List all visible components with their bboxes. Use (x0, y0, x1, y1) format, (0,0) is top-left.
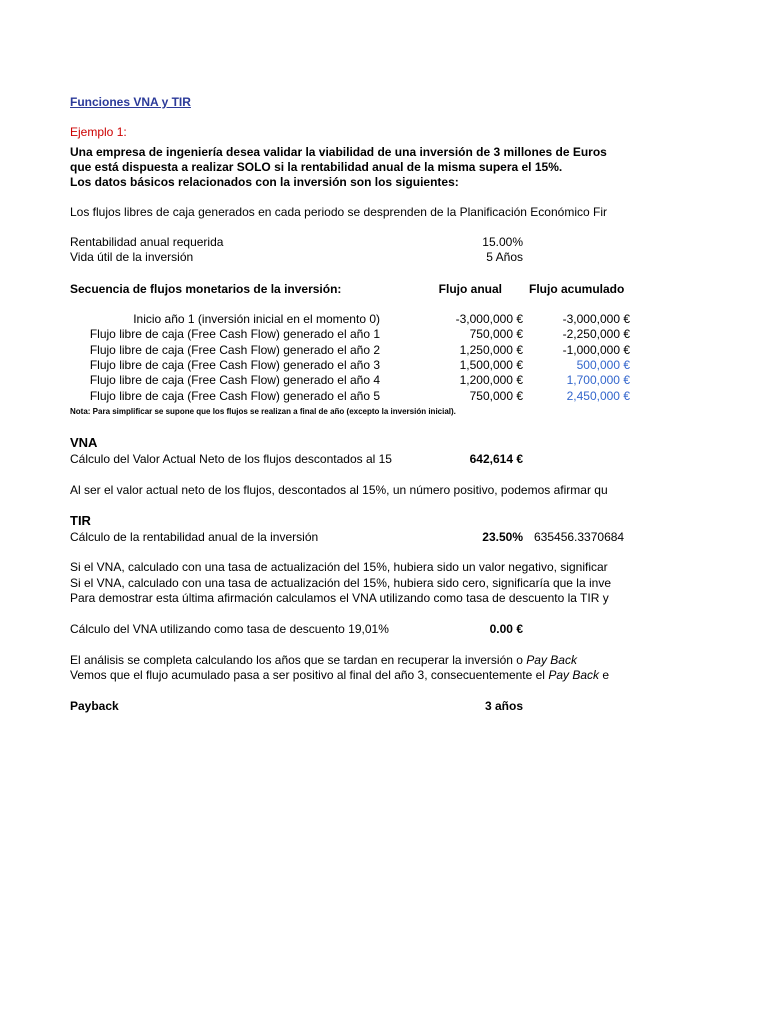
row-flujo-anual: 1,200,000 € (459, 373, 523, 387)
tir-comment-1: Si el VNA, calculado con una tasa de actualización del 15%, hubiera sido un valor negativo, significar (70, 560, 608, 574)
vna-heading: VNA (70, 435, 98, 450)
row-label: Flujo libre de caja (Free Cash Flow) generado el año 5 (89, 389, 380, 403)
param-label-rentabilidad: Rentabilidad anual requerida (70, 235, 224, 249)
intro-line-3: Los datos básicos relacionados con la inversión son los siguientes: (70, 175, 459, 189)
tir-extra-value: 635456.3370684 (534, 530, 625, 544)
intro-line-2: que está dispuesta a realizar SOLO si la rentabilidad anual de la misma supera el 15%. (70, 160, 563, 174)
table-header: Secuencia de flujos monetarios de la inversión: (70, 282, 342, 296)
row-flujo-acumulado: -3,000,000 € (562, 312, 630, 326)
table-note: Nota: Para simplificar se supone que los flujos se realizan a final de año (excepto la inversión inicial). (70, 407, 456, 416)
payback-value: 3 años (484, 699, 523, 713)
row-label: Flujo libre de caja (Free Cash Flow) generado el año 1 (89, 327, 380, 341)
tir-comment-2: Si el VNA, calculado con una tasa de actualización del 15%, hubiera sido cero, significaría que la inve (70, 576, 611, 590)
page-title[interactable]: Funciones VNA y TIR (70, 95, 191, 109)
intro-line-1: Una empresa de ingeniería desea validar la viabilidad de una inversión de 3 millones de Euros (70, 145, 607, 159)
row-flujo-acumulado: -1,000,000 € (562, 343, 630, 357)
example-label: Ejemplo 1: (70, 125, 127, 139)
flujos-text: Los flujos libres de caja generados en cada periodo se desprenden de la Planificación Económico Fir (70, 205, 607, 219)
tir-comment-3: Para demostrar esta última afirmación calculamos el VNA utilizando como tasa de descuento la TIR y (70, 591, 609, 605)
vna-value: 642,614 € (469, 452, 523, 466)
vna2-value: 0.00 € (489, 622, 523, 636)
payback-label: Payback (70, 699, 119, 713)
row-flujo-anual: -3,000,000 € (455, 312, 523, 326)
tir-heading: TIR (70, 513, 91, 528)
row-flujo-anual: 750,000 € (469, 327, 523, 341)
column-header-flujo-anual: Flujo anual (438, 282, 502, 296)
param-value-vida-util: 5 Años (486, 250, 523, 264)
vna2-label: Cálculo del VNA utilizando como tasa de descuento 19,01% (70, 622, 389, 636)
payback-text-2-italic: Pay Back (548, 668, 600, 682)
column-header-flujo-acumulado: Flujo acumulado (529, 282, 625, 296)
row-flujo-acumulado: 2,450,000 € (566, 389, 630, 403)
tir-label: Cálculo de la rentabilidad anual de la inversión (70, 530, 319, 544)
row-flujo-anual: 1,250,000 € (459, 343, 523, 357)
param-label-vida-util: Vida útil de la inversión (70, 250, 194, 264)
row-flujo-anual: 750,000 € (469, 389, 523, 403)
tir-value: 23.50% (482, 530, 523, 544)
payback-text-2-post: e (599, 668, 610, 682)
payback-text-line-1 (70, 653, 577, 668)
row-flujo-anual: 1,500,000 € (459, 358, 523, 372)
payback-text-1-pre: El análisis se completa calculando los años que se tardan en recuperar la inversión o (70, 653, 527, 667)
vna-label: Cálculo del Valor Actual Neto de los flujos descontados al 15 (70, 452, 392, 466)
row-flujo-acumulado: -2,250,000 € (562, 327, 630, 341)
param-value-rentabilidad: 15.00% (482, 235, 523, 249)
row-label: Flujo libre de caja (Free Cash Flow) generado el año 2 (89, 343, 380, 357)
payback-text-2-pre: Vemos que el flujo acumulado pasa a ser positivo al final del año 3, consecuentemente el (70, 668, 549, 682)
row-label: Inicio año 1 (inversión inicial en el momento 0) (133, 312, 380, 326)
payback-text-1-italic: Pay Back (526, 653, 577, 667)
vna-comment: Al ser el valor actual neto de los flujos, descontados al 15%, un número positivo, podemos afirmar qu (70, 483, 608, 497)
row-flujo-acumulado: 500,000 € (576, 358, 630, 372)
row-label: Flujo libre de caja (Free Cash Flow) generado el año 4 (89, 373, 380, 387)
row-label: Flujo libre de caja (Free Cash Flow) generado el año 3 (89, 358, 380, 372)
payback-text-line-2 (70, 668, 609, 683)
row-flujo-acumulado: 1,700,000 € (566, 373, 630, 387)
